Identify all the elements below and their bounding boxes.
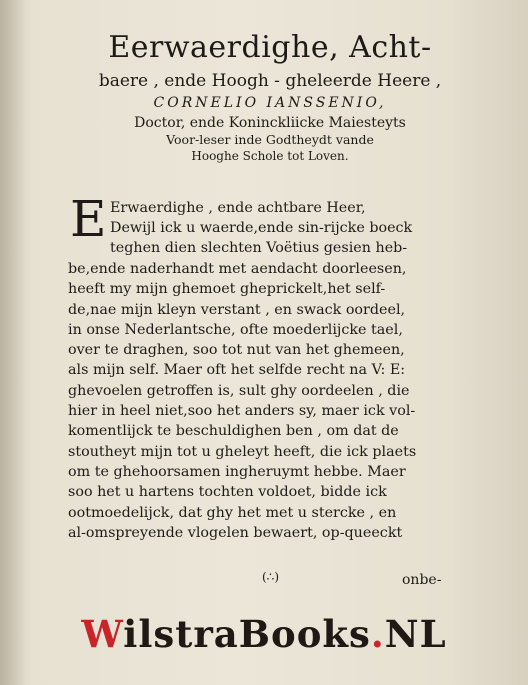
- text-line: al-omspreyende vlogelen bewaert, op-queeckt: [68, 524, 403, 541]
- text-line: in onse Nederlantsche, ofte moederlijcke tael,: [68, 321, 403, 338]
- text-line: de,nae mijn kleyn verstant , en swack oordeel,: [68, 301, 406, 318]
- title-block: [40, 30, 500, 164]
- text-line: soo het u hartens tochten voldoet, bidde ick: [68, 484, 387, 501]
- text-line: teghen dien slechten Voëtius gesien heb-: [110, 240, 408, 257]
- watermark-middle: ilstraBooks: [123, 612, 371, 656]
- title-line-6: Hooghe Schole tot Loven.: [191, 149, 349, 163]
- page-edge-shadow: [0, 0, 26, 685]
- drop-cap: E: [70, 190, 107, 248]
- text-line: als mijn self. Maer oft het selfde recht na V: E:: [68, 362, 406, 379]
- text-line: hier in heel niet,soo het anders sy, maer ick vol-: [68, 403, 416, 420]
- watermark-dot: .: [370, 612, 385, 656]
- title-line-1: Eerwaerdighe, Acht-: [108, 30, 432, 65]
- body-text: [68, 259, 468, 543]
- text-line: Dewijl ick u waerde,ende sin-rijcke boeck: [110, 220, 413, 237]
- text-line: heeft my mijn ghemoet gheprickelt,het self-: [68, 281, 386, 298]
- text-line: be,ende naderhandt met aendacht doorleesen,: [68, 261, 407, 277]
- watermark-first-letter: W: [81, 612, 124, 656]
- watermark-logo: [0, 612, 528, 656]
- text-line: om te ghehoorsamen ingheruymt hebbe. Maer: [68, 463, 406, 480]
- drop-cap-lines: [110, 198, 465, 259]
- watermark-suffix: NL: [384, 612, 447, 656]
- text-line: ghevoelen getroffen is, sult ghy oordeelen , die: [68, 382, 410, 399]
- text-line: ootmoedelijck, dat ghy het met u stercke , en: [68, 504, 397, 521]
- title-line-4: Doctor, ende Koninckliicke Maiesteyts: [134, 115, 406, 131]
- text-line: komentlijck te beschuldighen ben , om dat de: [68, 423, 399, 440]
- catchword: onbe-: [402, 572, 442, 588]
- printer-ornament: (∴): [262, 570, 279, 584]
- text-line: stoutheyt mijn tot u gheleyt heeft, die ick plaets: [68, 443, 417, 460]
- text-line: over te draghen, soo tot nut van het ghemeen,: [68, 342, 405, 359]
- title-line-5: Voor-leser inde Godtheydt vande: [166, 132, 374, 147]
- title-line-2: baere , ende Hoogh - gheleerde Heere ,: [98, 71, 442, 91]
- title-line-3: CORNELIO IANSSENIO,: [153, 95, 387, 111]
- text-line: Erwaerdighe , ende achtbare Heer,: [110, 200, 366, 216]
